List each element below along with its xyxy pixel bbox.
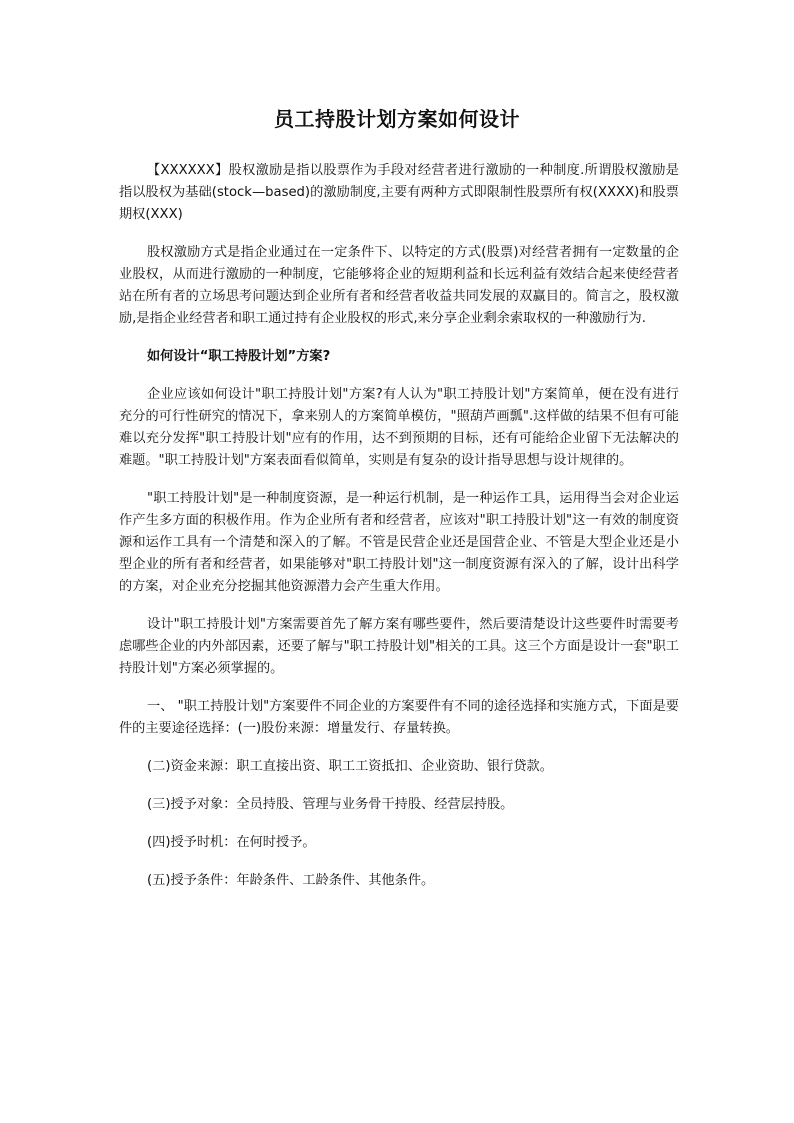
paragraph-equity-incentive: 股权激励方式是指企业通过在一定条件下、以特定的方式(股票)对经营者拥有一定数量的企业股权，从而进行激励的一种制度，它能够将企业的短期利益和长远利益有效结合起来使经营者站在所有者的立场思考问题达到企业所有者和经营者收益共同发展的双赢目的。简言之，股权激励,是指企业经营者和职工通过持有企业股权的形式,来分享企业剩余索取权的一种激励行为. <box>119 245 679 326</box>
list-item-grant-conditions: (五)授予条件：年龄条件、工龄条件、其他条件。 <box>147 873 435 888</box>
document-title: 员工持股计划方案如何设计 <box>274 107 520 131</box>
document-body <box>119 160 679 908</box>
paragraph-intro: 【XXXXXX】股权激励是指以股票作为手段对经营者进行激励的一种制度.所谓股权激励是指以股权为基础(stock—based)的激励制度,主要有两种方式即限制性股票所有权(XXXX)和股票期权(XXX) <box>119 163 679 222</box>
list-item-grant-target: (三)授予对象：全员持股、管理与业务骨干持股、经营层持股。 <box>147 797 514 812</box>
paragraph-design-question: 企业应该如何设计"职工持股计划"方案?有人认为"职工持股计划"方案简单，便在没有进行充分的可行性研究的情况下，拿来别人的方案简单模仿，"照葫芦画瓢".这样做的结果不但有可能难以充分发挥"职工持股计划"应有的作用，达不到预期的目标，还有可能给企业留下无法解决的难题。"职工持股计划"方案表面看似简单，实则是有复杂的设计指导思想与设计规律的。 <box>119 387 679 468</box>
list-item-grant-timing: (四)授予时机：在何时授予。 <box>147 835 316 850</box>
section-heading: 如何设计“职工持股计划”方案? <box>147 349 331 364</box>
paragraph-design-steps: 设计"职工持股计划"方案需要首先了解方案有哪些要件，然后要清楚设计这些要件时需要考虑哪些企业的内外部因素，还要了解与"职工持股计划"相关的工具。这三个方面是设计一套"职工持股计划"方案必须掌握的。 <box>119 617 679 676</box>
paragraph-system-resource: "职工持股计划"是一种制度资源，是一种运行机制，是一种运作工具，运用得当会对企业运作产生多方面的积极作用。作为企业所有者和经营者，应该对"职工持股计划"这一有效的制度资源和运作工具有一个清楚和深入的了解。不管是民营企业还是国营企业、不管是大型企业还是小型企业的所有者和经营者，如果能够对"职工持股计划"这一制度资源有深入的了解，设计出科学的方案，对企业充分挖掘其他资源潜力会产生重大作用。 <box>119 491 679 594</box>
list-item-capital-source: (二)资金来源：职工直接出资、职工工资抵扣、企业资助、银行贷款。 <box>147 759 553 774</box>
paragraph-plan-elements: 一、 "职工持股计划"方案要件不同企业的方案要件有不同的途径选择和实施方式，下面是要件的主要途径选择：(一)股份来源：增量发行、存量转换。 <box>119 699 679 736</box>
